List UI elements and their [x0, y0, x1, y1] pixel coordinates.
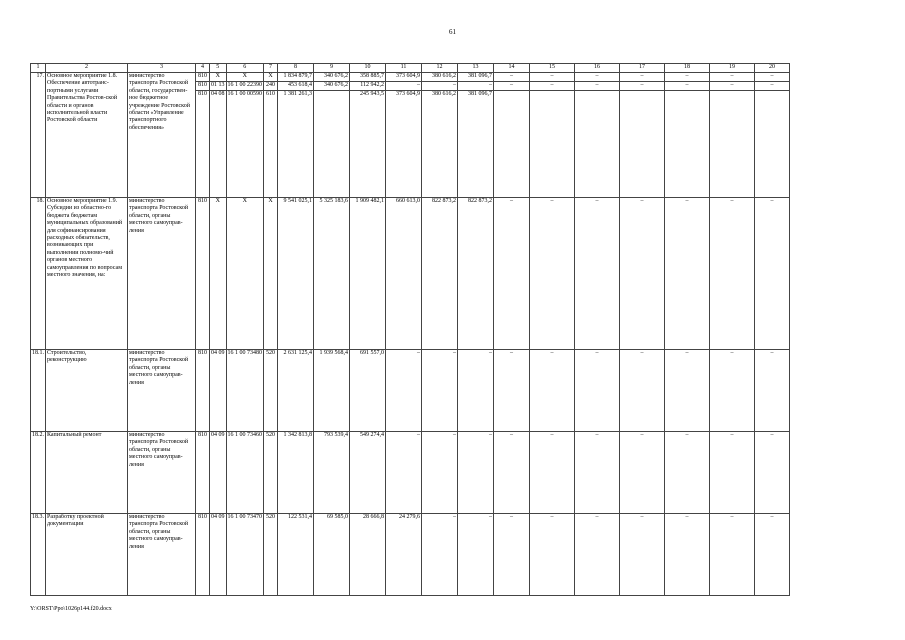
executor-name: министерство транспорта Ростовской области, органы местного самоуправ-ления	[128, 514, 196, 596]
year-amount-col-18: –	[665, 350, 710, 432]
year-amount-col-19: –	[710, 73, 755, 82]
year-amount-col-15: –	[530, 350, 575, 432]
column-number-11: 11	[386, 64, 422, 73]
total-amount: 1 381 261,3	[278, 91, 314, 198]
year-amount-col-16: –	[575, 82, 620, 91]
section-code: Х	[210, 198, 227, 350]
year-amount-col-16: –	[575, 432, 620, 514]
year-amount-col-14: –	[494, 82, 530, 91]
column-number-5: 5	[210, 64, 227, 73]
grbs-code: 810	[196, 82, 210, 91]
year-amount-2016: –	[386, 82, 422, 91]
section-code: 04 09	[210, 432, 227, 514]
year-amount-col-20	[755, 91, 790, 198]
year-amount-2017: –	[422, 350, 458, 432]
year-amount-col-17: –	[620, 73, 665, 82]
year-amount-2015: 1 909 482,1	[350, 198, 386, 350]
measure-name: Строительство, реконструкцию	[46, 350, 128, 432]
column-number-17: 17	[620, 64, 665, 73]
section-code: 01 13	[210, 82, 227, 91]
expense-type-code: 520	[264, 514, 278, 596]
measure-name: Основное мероприятие 1.8. Обеспечение автотранс-портными услугами Правительства Ростов-ской области и органов исполнительной власти Ростовской области	[46, 73, 128, 198]
year-amount-col-19: –	[710, 432, 755, 514]
year-amount-2014: 5 325 183,6	[314, 198, 350, 350]
section-code: 04 09	[210, 514, 227, 596]
year-amount-col-16: –	[575, 350, 620, 432]
year-amount-col-20: –	[755, 514, 790, 596]
table-row	[31, 514, 790, 596]
measure-name: Основное мероприятие 1.9. Субсидии из областно-го бюджета бюджетам муниципальных образований для софинансирования расходных обязательств, возникающих при выполнении полномо-чий органов местного самоуправления по вопросам местного значения, на:	[46, 198, 128, 350]
column-number-8: 8	[278, 64, 314, 73]
year-amount-col-17: –	[620, 198, 665, 350]
year-amount-2015: 358 885,7	[350, 73, 386, 82]
executor-name: министерство транспорта Ростовской области, органы местного самоуправ-ления	[128, 198, 196, 350]
total-amount: 1 834 879,7	[278, 73, 314, 82]
target-article-code: 16 1 00 22390	[226, 82, 264, 91]
year-amount-col-18	[665, 91, 710, 198]
year-amount-col-15: –	[530, 73, 575, 82]
column-number-13: 13	[458, 64, 494, 73]
year-amount-col-20: –	[755, 82, 790, 91]
budget-table	[30, 63, 790, 596]
year-amount-col-14: –	[494, 198, 530, 350]
year-amount-2018: –	[458, 82, 494, 91]
row-number: 18.3.	[31, 514, 46, 596]
year-amount-2015: 549 274,4	[350, 432, 386, 514]
target-article-code: 16 1 00 00590	[226, 91, 264, 198]
year-amount-col-19	[710, 91, 755, 198]
year-amount-col-16	[575, 91, 620, 198]
year-amount-col-15: –	[530, 82, 575, 91]
year-amount-2014: 1 939 568,4	[314, 350, 350, 432]
column-number-3: 3	[128, 64, 196, 73]
column-number-7: 7	[264, 64, 278, 73]
year-amount-2014: 340 676,2	[314, 82, 350, 91]
expense-type-code: 240	[264, 82, 278, 91]
executor-name: министерство транспорта Ростовской области, государствен-ное бюджетное учреждение Ростовской области «Управление транспортного обеспечения»	[128, 73, 196, 198]
column-number-14: 14	[494, 64, 530, 73]
year-amount-col-16: –	[575, 198, 620, 350]
year-amount-2014: 340 676,2	[314, 73, 350, 82]
measure-name: Разработку проектной документации	[46, 514, 128, 596]
year-amount-col-16: –	[575, 514, 620, 596]
year-amount-2014	[314, 91, 350, 198]
year-amount-2018: 381 096,7	[458, 73, 494, 82]
column-number-12: 12	[422, 64, 458, 73]
target-article-code: Х	[226, 73, 264, 82]
column-number-15: 15	[530, 64, 575, 73]
section-code: Х	[210, 73, 227, 82]
executor-name: министерство транспорта Ростовской области, органы местного самоуправ-ления	[128, 350, 196, 432]
table-row	[31, 350, 790, 432]
table-row	[31, 73, 790, 82]
column-number-16: 16	[575, 64, 620, 73]
year-amount-2018: 822 873,2	[458, 198, 494, 350]
year-amount-col-14: –	[494, 514, 530, 596]
year-amount-2018: –	[458, 350, 494, 432]
year-amount-2014: 793 539,4	[314, 432, 350, 514]
row-number: 18.1.	[31, 350, 46, 432]
grbs-code: 810	[196, 73, 210, 82]
year-amount-col-15: –	[530, 198, 575, 350]
year-amount-col-16: –	[575, 73, 620, 82]
target-article-code: 16 1 00 73460	[226, 432, 264, 514]
table-row	[31, 198, 790, 350]
year-amount-2015: 112 942,2	[350, 82, 386, 91]
year-amount-col-17: –	[620, 514, 665, 596]
row-number: 18.2.	[31, 432, 46, 514]
column-number-2: 2	[46, 64, 128, 73]
total-amount: 122 531,4	[278, 514, 314, 596]
total-amount: 9 541 025,1	[278, 198, 314, 350]
year-amount-col-14: –	[494, 73, 530, 82]
year-amount-2016: –	[386, 432, 422, 514]
grbs-code: 810	[196, 432, 210, 514]
year-amount-col-18: –	[665, 514, 710, 596]
section-code: 04 09	[210, 350, 227, 432]
year-amount-col-18: –	[665, 82, 710, 91]
year-amount-2014: 69 585,0	[314, 514, 350, 596]
year-amount-col-14: –	[494, 432, 530, 514]
column-number-20: 20	[755, 64, 790, 73]
page-number: 61	[449, 28, 456, 36]
expense-type-code: Х	[264, 198, 278, 350]
year-amount-col-17	[620, 91, 665, 198]
year-amount-col-18: –	[665, 432, 710, 514]
column-number-1: 1	[31, 64, 46, 73]
year-amount-2015: 28 666,8	[350, 514, 386, 596]
year-amount-col-17: –	[620, 82, 665, 91]
year-amount-col-17: –	[620, 350, 665, 432]
total-amount: 453 618,4	[278, 82, 314, 91]
column-number-row	[31, 64, 790, 73]
grbs-code: 810	[196, 198, 210, 350]
year-amount-col-18: –	[665, 198, 710, 350]
year-amount-2018: –	[458, 432, 494, 514]
total-amount: 2 631 125,4	[278, 350, 314, 432]
year-amount-col-15: –	[530, 514, 575, 596]
section-code: 04 08	[210, 91, 227, 198]
row-number: 18.	[31, 198, 46, 350]
column-number-6: 6	[226, 64, 264, 73]
year-amount-2016: 373 604,9	[386, 73, 422, 82]
measure-name: Капитальный ремонт	[46, 432, 128, 514]
year-amount-2016: –	[386, 350, 422, 432]
column-number-10: 10	[350, 64, 386, 73]
column-number-4: 4	[196, 64, 210, 73]
year-amount-2017: 380 616,2	[422, 73, 458, 82]
year-amount-2018: –	[458, 514, 494, 596]
year-amount-2018: 381 096,7	[458, 91, 494, 198]
year-amount-2017: –	[422, 82, 458, 91]
year-amount-2015: 245 943,5	[350, 91, 386, 198]
year-amount-col-20: –	[755, 350, 790, 432]
expense-type-code: 610	[264, 91, 278, 198]
expense-type-code: 520	[264, 432, 278, 514]
year-amount-col-15	[530, 91, 575, 198]
year-amount-col-14: –	[494, 350, 530, 432]
year-amount-col-20: –	[755, 198, 790, 350]
target-article-code: 16 1 00 73470	[226, 514, 264, 596]
year-amount-2016: 24 279,6	[386, 514, 422, 596]
table-row	[31, 432, 790, 514]
expense-type-code: Х	[264, 73, 278, 82]
year-amount-2015: 691 557,0	[350, 350, 386, 432]
column-number-18: 18	[665, 64, 710, 73]
year-amount-col-19: –	[710, 198, 755, 350]
grbs-code: 810	[196, 350, 210, 432]
grbs-code: 810	[196, 91, 210, 198]
expense-type-code: 520	[264, 350, 278, 432]
year-amount-col-20: –	[755, 432, 790, 514]
year-amount-2017: –	[422, 432, 458, 514]
year-amount-col-15: –	[530, 432, 575, 514]
total-amount: 1 342 813,8	[278, 432, 314, 514]
year-amount-2016: 660 613,0	[386, 198, 422, 350]
year-amount-2017: 380 616,2	[422, 91, 458, 198]
target-article-code: 16 1 00 73480	[226, 350, 264, 432]
row-number: 17.	[31, 73, 46, 198]
grbs-code: 810	[196, 514, 210, 596]
year-amount-col-17: –	[620, 432, 665, 514]
column-number-9: 9	[314, 64, 350, 73]
column-number-19: 19	[710, 64, 755, 73]
year-amount-col-19: –	[710, 514, 755, 596]
year-amount-2017: –	[422, 514, 458, 596]
year-amount-col-19: –	[710, 350, 755, 432]
file-path-footer: Y:\ORST\Ppo\1026p144.f20.docx	[30, 606, 112, 612]
year-amount-col-20: –	[755, 73, 790, 82]
year-amount-col-18: –	[665, 73, 710, 82]
target-article-code: Х	[226, 198, 264, 350]
year-amount-2017: 822 873,2	[422, 198, 458, 350]
year-amount-col-14	[494, 91, 530, 198]
year-amount-2016: 373 604,9	[386, 91, 422, 198]
executor-name: министерство транспорта Ростовской области, органы местного самоуправ-ления	[128, 432, 196, 514]
year-amount-col-19: –	[710, 82, 755, 91]
